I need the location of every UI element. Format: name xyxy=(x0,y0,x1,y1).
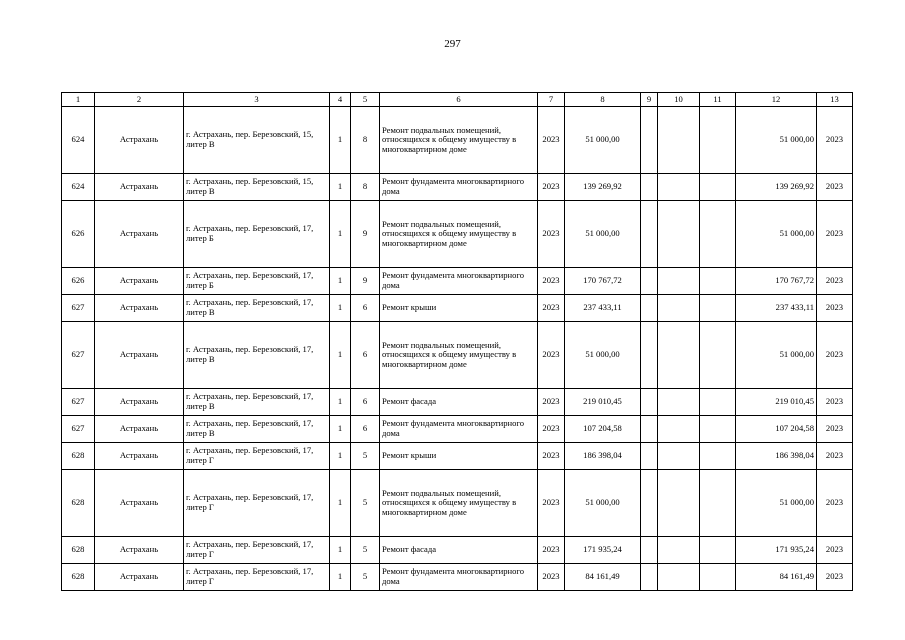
cell-col11 xyxy=(700,107,736,174)
cell-year: 2023 xyxy=(538,322,565,389)
cell-year-end: 2023 xyxy=(817,443,853,470)
cell-work-type: Ремонт подвальных помещений, относящихся к общему имуществу в многоквартирном доме xyxy=(380,322,538,389)
column-header: 7 xyxy=(538,93,565,107)
cell-id: 628 xyxy=(62,443,95,470)
column-header: 3 xyxy=(184,93,330,107)
column-header: 13 xyxy=(817,93,853,107)
cell-col9 xyxy=(641,443,658,470)
cell-col5: 5 xyxy=(351,470,380,537)
cell-col10 xyxy=(658,268,700,295)
cell-col5: 5 xyxy=(351,564,380,591)
cell-address: г. Астрахань, пер. Березовский, 17, литер В xyxy=(184,322,330,389)
cell-total: 186 398,04 xyxy=(736,443,817,470)
table-row xyxy=(62,322,853,389)
cell-col11 xyxy=(700,201,736,268)
cell-address: г. Астрахань, пер. Березовский, 17, литер Г xyxy=(184,470,330,537)
cell-col9 xyxy=(641,174,658,201)
cell-col5: 6 xyxy=(351,416,380,443)
column-header: 2 xyxy=(95,93,184,107)
cell-col4: 1 xyxy=(330,470,351,537)
cell-col10 xyxy=(658,295,700,322)
cell-year-end: 2023 xyxy=(817,322,853,389)
cell-address: г. Астрахань, пер. Березовский, 17, литер Г xyxy=(184,443,330,470)
cell-total: 51 000,00 xyxy=(736,322,817,389)
cell-address: г. Астрахань, пер. Березовский, 17, литер В xyxy=(184,416,330,443)
cell-city: Астрахань xyxy=(95,537,184,564)
cell-address: г. Астрахань, пер. Березовский, 17, литер В xyxy=(184,295,330,322)
cell-year: 2023 xyxy=(538,389,565,416)
cell-work-type: Ремонт крыши xyxy=(380,443,538,470)
cell-total: 139 269,92 xyxy=(736,174,817,201)
cell-col10 xyxy=(658,416,700,443)
cell-col11 xyxy=(700,564,736,591)
cell-col9 xyxy=(641,322,658,389)
cell-amount: 237 433,11 xyxy=(565,295,641,322)
cell-city: Астрахань xyxy=(95,443,184,470)
cell-id: 626 xyxy=(62,268,95,295)
cell-year-end: 2023 xyxy=(817,174,853,201)
cell-col5: 6 xyxy=(351,322,380,389)
column-header: 1 xyxy=(62,93,95,107)
column-header: 9 xyxy=(641,93,658,107)
cell-year: 2023 xyxy=(538,174,565,201)
cell-id: 624 xyxy=(62,107,95,174)
table-row xyxy=(62,174,853,201)
table-row xyxy=(62,416,853,443)
cell-id: 628 xyxy=(62,564,95,591)
cell-total: 107 204,58 xyxy=(736,416,817,443)
cell-col10 xyxy=(658,537,700,564)
cell-col4: 1 xyxy=(330,564,351,591)
cell-address: г. Астрахань, пер. Березовский, 17, литер Г xyxy=(184,537,330,564)
cell-total: 219 010,45 xyxy=(736,389,817,416)
cell-amount: 84 161,49 xyxy=(565,564,641,591)
cell-year: 2023 xyxy=(538,537,565,564)
cell-col10 xyxy=(658,564,700,591)
cell-id: 628 xyxy=(62,537,95,564)
cell-col4: 1 xyxy=(330,174,351,201)
cell-year-end: 2023 xyxy=(817,201,853,268)
cell-col9 xyxy=(641,295,658,322)
cell-work-type: Ремонт фундамента многоквартирного дома xyxy=(380,174,538,201)
cell-year-end: 2023 xyxy=(817,470,853,537)
cell-col4: 1 xyxy=(330,268,351,295)
cell-address: г. Астрахань, пер. Березовский, 17, литер Г xyxy=(184,564,330,591)
table-row xyxy=(62,389,853,416)
cell-col4: 1 xyxy=(330,537,351,564)
table-row xyxy=(62,443,853,470)
cell-work-type: Ремонт подвальных помещений, относящихся к общему имуществу в многоквартирном доме xyxy=(380,470,538,537)
cell-col9 xyxy=(641,470,658,537)
cell-col4: 1 xyxy=(330,416,351,443)
cell-year-end: 2023 xyxy=(817,389,853,416)
cell-col9 xyxy=(641,268,658,295)
cell-city: Астрахань xyxy=(95,470,184,537)
cell-work-type: Ремонт фасада xyxy=(380,537,538,564)
cell-col11 xyxy=(700,174,736,201)
table-row xyxy=(62,564,853,591)
cell-id: 628 xyxy=(62,470,95,537)
cell-year-end: 2023 xyxy=(817,107,853,174)
cell-city: Астрахань xyxy=(95,564,184,591)
cell-total: 237 433,11 xyxy=(736,295,817,322)
cell-col9 xyxy=(641,389,658,416)
cell-col4: 1 xyxy=(330,201,351,268)
cell-year: 2023 xyxy=(538,107,565,174)
cell-total: 51 000,00 xyxy=(736,470,817,537)
cell-amount: 51 000,00 xyxy=(565,470,641,537)
cell-work-type: Ремонт фундамента многоквартирного дома xyxy=(380,268,538,295)
cell-col9 xyxy=(641,107,658,174)
cell-col11 xyxy=(700,537,736,564)
cell-col10 xyxy=(658,174,700,201)
cell-total: 84 161,49 xyxy=(736,564,817,591)
cell-col5: 5 xyxy=(351,537,380,564)
cell-year: 2023 xyxy=(538,564,565,591)
cell-total: 171 935,24 xyxy=(736,537,817,564)
cell-col5: 6 xyxy=(351,295,380,322)
cell-col4: 1 xyxy=(330,322,351,389)
cell-address: г. Астрахань, пер. Березовский, 15, литер В xyxy=(184,174,330,201)
table-row xyxy=(62,107,853,174)
cell-col9 xyxy=(641,201,658,268)
table-row xyxy=(62,295,853,322)
cell-amount: 139 269,92 xyxy=(565,174,641,201)
cell-col9 xyxy=(641,564,658,591)
cell-col4: 1 xyxy=(330,443,351,470)
cell-col10 xyxy=(658,443,700,470)
cell-city: Астрахань xyxy=(95,416,184,443)
cell-work-type: Ремонт подвальных помещений, относящихся к общему имуществу в многоквартирном доме xyxy=(380,201,538,268)
cell-amount: 51 000,00 xyxy=(565,322,641,389)
cell-col5: 6 xyxy=(351,389,380,416)
cell-work-type: Ремонт фундамента многоквартирного дома xyxy=(380,416,538,443)
cell-id: 627 xyxy=(62,389,95,416)
column-header: 12 xyxy=(736,93,817,107)
cell-city: Астрахань xyxy=(95,322,184,389)
cell-col10 xyxy=(658,389,700,416)
cell-col9 xyxy=(641,537,658,564)
table-row xyxy=(62,470,853,537)
cell-year-end: 2023 xyxy=(817,268,853,295)
cell-city: Астрахань xyxy=(95,174,184,201)
cell-col11 xyxy=(700,470,736,537)
column-header: 11 xyxy=(700,93,736,107)
cell-total: 51 000,00 xyxy=(736,201,817,268)
cell-amount: 170 767,72 xyxy=(565,268,641,295)
cell-year: 2023 xyxy=(538,295,565,322)
cell-year: 2023 xyxy=(538,416,565,443)
cell-work-type: Ремонт фасада xyxy=(380,389,538,416)
cell-year: 2023 xyxy=(538,268,565,295)
page-number: 297 xyxy=(444,38,461,50)
cell-id: 627 xyxy=(62,295,95,322)
cell-col11 xyxy=(700,389,736,416)
cell-work-type: Ремонт подвальных помещений, относящихся к общему имуществу в многоквартирном доме xyxy=(380,107,538,174)
cell-col10 xyxy=(658,201,700,268)
cell-id: 624 xyxy=(62,174,95,201)
cell-col11 xyxy=(700,268,736,295)
column-header: 6 xyxy=(380,93,538,107)
cell-amount: 51 000,00 xyxy=(565,107,641,174)
column-header: 5 xyxy=(351,93,380,107)
cell-city: Астрахань xyxy=(95,389,184,416)
cell-address: г. Астрахань, пер. Березовский, 17, литер В xyxy=(184,389,330,416)
cell-col10 xyxy=(658,470,700,537)
column-header: 10 xyxy=(658,93,700,107)
column-header: 4 xyxy=(330,93,351,107)
cell-id: 627 xyxy=(62,322,95,389)
cell-col11 xyxy=(700,322,736,389)
cell-col9 xyxy=(641,416,658,443)
cell-city: Астрахань xyxy=(95,295,184,322)
header-row xyxy=(62,93,853,107)
cell-col11 xyxy=(700,416,736,443)
table-row xyxy=(62,537,853,564)
cell-address: г. Астрахань, пер. Березовский, 15, литер В xyxy=(184,107,330,174)
cell-col4: 1 xyxy=(330,295,351,322)
cell-year-end: 2023 xyxy=(817,416,853,443)
cell-col4: 1 xyxy=(330,389,351,416)
cell-col11 xyxy=(700,443,736,470)
cell-col10 xyxy=(658,322,700,389)
cell-address: г. Астрахань, пер. Березовский, 17, литер Б xyxy=(184,201,330,268)
cell-year-end: 2023 xyxy=(817,564,853,591)
cell-year: 2023 xyxy=(538,443,565,470)
cell-col5: 5 xyxy=(351,443,380,470)
cell-amount: 171 935,24 xyxy=(565,537,641,564)
cell-amount: 51 000,00 xyxy=(565,201,641,268)
cell-amount: 107 204,58 xyxy=(565,416,641,443)
cell-address: г. Астрахань, пер. Березовский, 17, литер Б xyxy=(184,268,330,295)
cell-year-end: 2023 xyxy=(817,295,853,322)
table-row xyxy=(62,268,853,295)
cell-col5: 8 xyxy=(351,107,380,174)
cell-city: Астрахань xyxy=(95,201,184,268)
cell-id: 626 xyxy=(62,201,95,268)
cell-total: 170 767,72 xyxy=(736,268,817,295)
cell-amount: 186 398,04 xyxy=(565,443,641,470)
cell-total: 51 000,00 xyxy=(736,107,817,174)
cell-work-type: Ремонт крыши xyxy=(380,295,538,322)
cell-col4: 1 xyxy=(330,107,351,174)
work-register-table xyxy=(61,92,853,591)
cell-col5: 9 xyxy=(351,268,380,295)
cell-id: 627 xyxy=(62,416,95,443)
cell-city: Астрахань xyxy=(95,268,184,295)
table-row xyxy=(62,201,853,268)
cell-year-end: 2023 xyxy=(817,537,853,564)
cell-col5: 8 xyxy=(351,174,380,201)
cell-col5: 9 xyxy=(351,201,380,268)
cell-city: Астрахань xyxy=(95,107,184,174)
column-header: 8 xyxy=(565,93,641,107)
cell-year: 2023 xyxy=(538,201,565,268)
cell-amount: 219 010,45 xyxy=(565,389,641,416)
cell-year: 2023 xyxy=(538,470,565,537)
cell-col10 xyxy=(658,107,700,174)
cell-work-type: Ремонт фундамента многоквартирного дома xyxy=(380,564,538,591)
cell-col11 xyxy=(700,295,736,322)
